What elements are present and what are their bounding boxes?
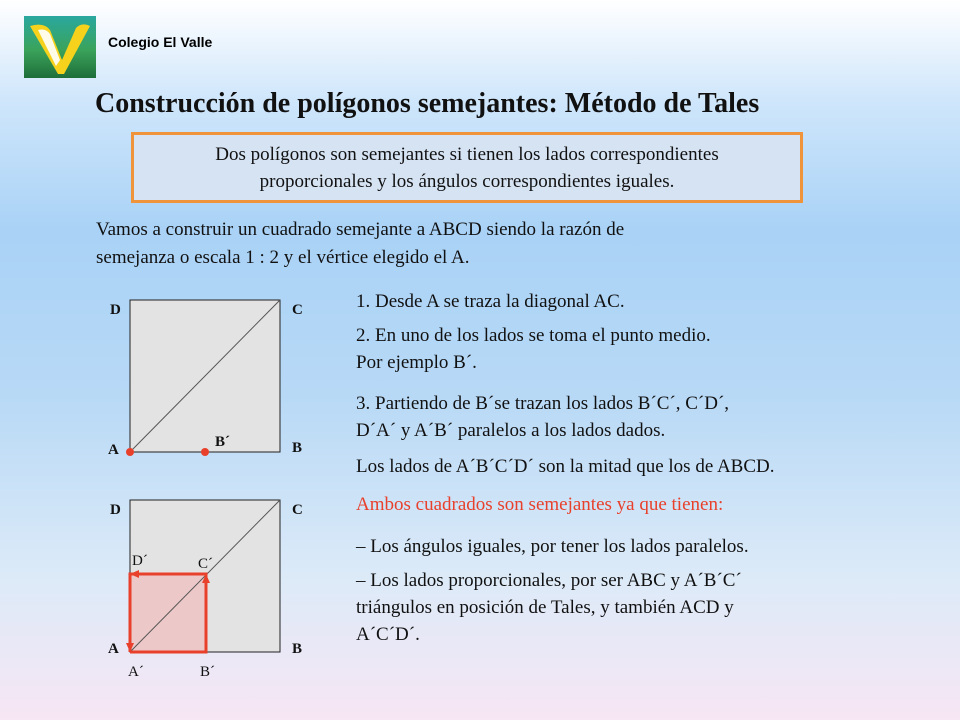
label-a-prime: A´ bbox=[128, 664, 144, 680]
step-3 bbox=[356, 390, 729, 444]
label-a: A bbox=[108, 442, 119, 458]
school-logo bbox=[24, 16, 96, 78]
conclusion-point-2-line: – Los lados proporcionales, por ser ABC y A´B´C´ bbox=[356, 570, 742, 591]
definition-box bbox=[131, 132, 803, 203]
label-b: B bbox=[292, 440, 303, 456]
step-3-line: 3. Partiendo de B´se trazan los lados B´C´, C´D´, bbox=[356, 393, 730, 414]
label-c-prime: C´ bbox=[198, 556, 213, 572]
figure-2-drawing bbox=[96, 492, 326, 688]
conclusion-point-1: – Los ángulos iguales, por tener los lados paralelos. bbox=[356, 536, 749, 557]
conclusion-point-2-line: A´C´D´. bbox=[356, 624, 420, 645]
step-2-line: Por ejemplo B´. bbox=[356, 352, 477, 373]
conclusion-point-2-line: triángulos en posición de Tales, y también ACD y bbox=[356, 597, 734, 618]
label-d: D bbox=[110, 502, 121, 518]
result-text: Los lados de A´B´C´D´ son la mitad que los de ABCD. bbox=[356, 456, 775, 477]
label-b: B bbox=[292, 641, 303, 657]
intro-text bbox=[96, 216, 816, 272]
label-d: D bbox=[110, 302, 121, 318]
label-c: C bbox=[292, 502, 303, 518]
intro-line: Vamos a construir un cuadrado semejante a ABCD siendo la razón de bbox=[96, 219, 625, 240]
point-b-prime-marker bbox=[201, 448, 209, 456]
label-d-prime: D´ bbox=[132, 553, 148, 569]
point-a-marker bbox=[126, 448, 134, 456]
label-b-prime: B´ bbox=[200, 664, 215, 680]
definition-line: proporcionales y los ángulos correspondientes iguales. bbox=[259, 170, 675, 192]
logo-v-icon bbox=[24, 16, 96, 78]
definition-line: Dos polígonos son semejantes si tienen los lados correspondientes bbox=[215, 143, 719, 165]
figure-original-square bbox=[96, 292, 326, 468]
step-3-line: D´A´ y A´B´ paralelos a los lados dados. bbox=[356, 420, 666, 441]
figure-construction bbox=[96, 492, 326, 688]
page-title: Construcción de polígonos semejantes: Método de Tales bbox=[95, 88, 760, 119]
intro-line: semejanza o escala 1 : 2 y el vértice elegido el A. bbox=[96, 247, 470, 268]
school-name: Colegio El Valle bbox=[108, 34, 213, 50]
conclusion-heading: Ambos cuadrados son semejantes ya que tienen: bbox=[356, 494, 724, 515]
label-b-prime: B´ bbox=[215, 434, 230, 450]
label-c: C bbox=[292, 302, 303, 318]
conclusion-point-2 bbox=[356, 567, 742, 648]
step-1: 1. Desde A se traza la diagonal AC. bbox=[356, 291, 625, 312]
label-a: A bbox=[108, 641, 119, 657]
step-2 bbox=[356, 322, 711, 376]
step-2-line: 2. En uno de los lados se toma el punto medio. bbox=[356, 325, 711, 346]
